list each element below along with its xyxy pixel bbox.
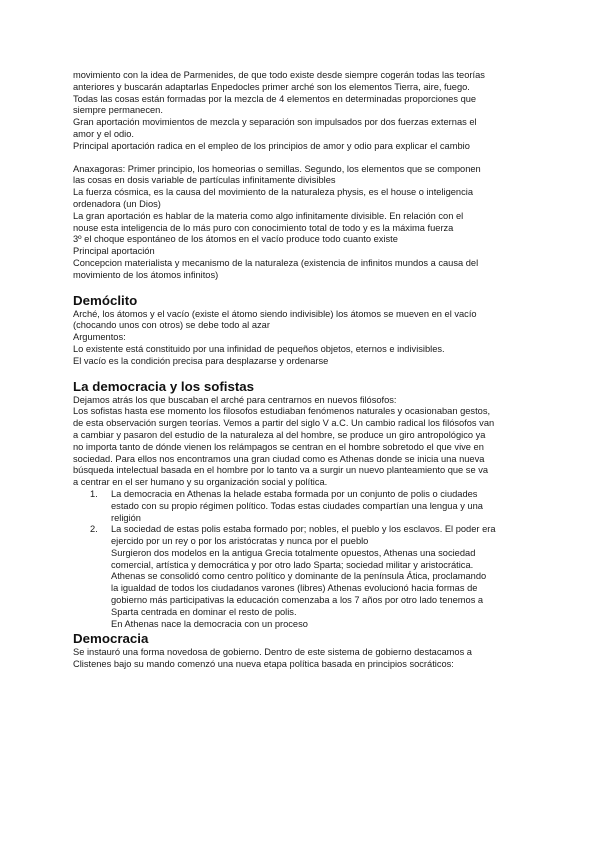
paragraph: Argumentos: bbox=[73, 332, 126, 343]
paragraph: Arché, los átomos y el vacío (existe el átomo siendo indivisible) los átomos se mueven en el vacío bbox=[73, 308, 477, 319]
paragraph: Clistenes bajo su mando comenzó una nueva etapa política basada en principios socráticos: bbox=[73, 659, 454, 670]
paragraph: anteriores y buscarán adaptarlas Enpedocles primer arché son los elementos Tierra, aire, fuego. bbox=[73, 81, 470, 92]
paragraph: ordenadora (un Dios) bbox=[73, 198, 161, 209]
paragraph: búsqueda intelectual basada en el hombre por lo tanto va a surgir un nuevo planteamiento que se va bbox=[73, 465, 489, 476]
numbered-list bbox=[73, 489, 533, 619]
paragraph: Athenas se consolidó como centro político y dominante de la península Ática, proclamando bbox=[111, 571, 487, 582]
paragraph: no importa tanto de dónde vienen los relámpagos se centran en el hombre sobretodo el que vive en bbox=[73, 441, 484, 452]
paragraph: Se instauró una forma novedosa de gobierno. Dentro de este sistema de gobierno destacamos a bbox=[73, 647, 472, 658]
paragraph: sociedad. Para ellos nos encontramos una gran ciudad como es Athenas donde se inicia una nueva bbox=[73, 453, 485, 464]
paragraph: las cosas en dosis variable de partículas infinitamente divisibles bbox=[73, 175, 336, 186]
paragraph: comercial, artística y democrática y por otro lado Sparta; sociedad militar y aristocrática. bbox=[111, 559, 474, 570]
paragraph: La fuerza cósmica, es la causa del movimiento de la naturaleza physis, es el house o inteligencia bbox=[73, 187, 473, 198]
paragraph: Anaxagoras: Primer principio, los homeorias o semillas. Segundo, los elementos que se componen bbox=[73, 163, 481, 174]
paragraph: La sociedad de estas polis estaba formado por; nobles, el pueblo y los esclavos. El poder era bbox=[111, 524, 496, 535]
paragraph: religión bbox=[111, 512, 141, 523]
paragraph: siempre permanecen. bbox=[73, 105, 163, 116]
list-number: 2. bbox=[90, 524, 98, 535]
paragraph: Los sofistas hasta ese momento los filosofos estudiaban fenómenos naturales y ocasionaban gestos, bbox=[73, 406, 491, 417]
list-number: 1. bbox=[90, 488, 98, 499]
paragraph: movimiento con la idea de Parmenides, de que todo existe desde siempre cogerán todas las teorías bbox=[73, 70, 485, 80]
paragraph: Todas las cosas están formadas por la mezcla de 4 elementos en determinadas proporciones que bbox=[73, 93, 477, 104]
paragraph: ejercido por un rey o por los aristócratas y nunca por el pueblo bbox=[111, 536, 369, 547]
paragraph: Gran aportación movimientos de mezcla y separación son impulsados por dos fuerzas externas el bbox=[73, 117, 477, 128]
paragraph: Surgieron dos modelos en la antigua Grecia totalmente opuestos, Athenas una sociedad bbox=[111, 547, 476, 558]
document-body bbox=[73, 70, 533, 671]
paragraph: La gran aportación es hablar de la materia como algo infinitamente divisible. En relación con el bbox=[73, 210, 464, 221]
paragraph: estado con su propio régimen político. Todas estas ciudades compartían una lengua y una bbox=[111, 500, 483, 511]
paragraph: (chocando unos con otros) se debe todo al azar bbox=[73, 320, 270, 331]
paragraph: a cambiar y pasaron del estudio de la naturaleza al del hombre, se produce un giro antropológico ya bbox=[73, 429, 486, 440]
paragraph: movimiento de los átomos infinitos) bbox=[73, 269, 219, 280]
paragraph: La democracia en Athenas la helade estaba formada por un conjunto de polis o ciudades bbox=[111, 488, 478, 499]
list-item bbox=[73, 489, 533, 524]
paragraph: nouse esta inteligencia de lo más puro con conocimiento total de todo y es la máxima fuerza bbox=[73, 222, 454, 233]
paragraph: Sparta centrada en dominar el resto de polis. bbox=[111, 606, 297, 617]
list-item bbox=[73, 524, 533, 618]
paragraph: Lo existente está constituido por una infinidad de pequeños objetos, eternos e indivisibles. bbox=[73, 343, 445, 354]
paragraph: 3º el choque espontáneo de los átomos en el vacío produce todo cuanto existe bbox=[73, 234, 398, 245]
paragraph: El vacío es la condición precisa para desplazarse y ordenarse bbox=[73, 355, 329, 366]
paragraph: de esta observación surgen teorías. Vemos a partir del siglo V a.C. Un cambio radical los filósofos van bbox=[73, 418, 495, 429]
paragraph: En Athenas nace la democracia con un proceso bbox=[111, 618, 308, 629]
paragraph: amor y el odio. bbox=[73, 128, 134, 139]
paragraph: Principal aportación bbox=[73, 246, 155, 257]
paragraph: Principal aportación radica en el empleo de los principios de amor y odio para explicar el cambio bbox=[73, 140, 470, 151]
heading-sofistas: La democracia y los sofistas bbox=[73, 378, 255, 394]
heading-democracia: Democracia bbox=[73, 631, 149, 647]
paragraph: Concepcion materialista y mecanismo de la naturaleza (existencia de infinitos mundos a causa del bbox=[73, 257, 479, 268]
paragraph: Dejamos atrás los que buscaban el arché para centrarnos en nuevos filósofos: bbox=[73, 394, 397, 405]
paragraph: la igualdad de todos los ciudadanos varones (libres) Athenas evolucionó hacia formas de bbox=[111, 583, 478, 594]
paragraph: gobierno más participativas la educación comenzaba a los 7 años por otro lado tenemos a bbox=[111, 595, 484, 606]
paragraph: a centrar en el ser humano y su organización social y política. bbox=[73, 477, 328, 488]
heading-democlito: Demóclito bbox=[73, 292, 138, 308]
